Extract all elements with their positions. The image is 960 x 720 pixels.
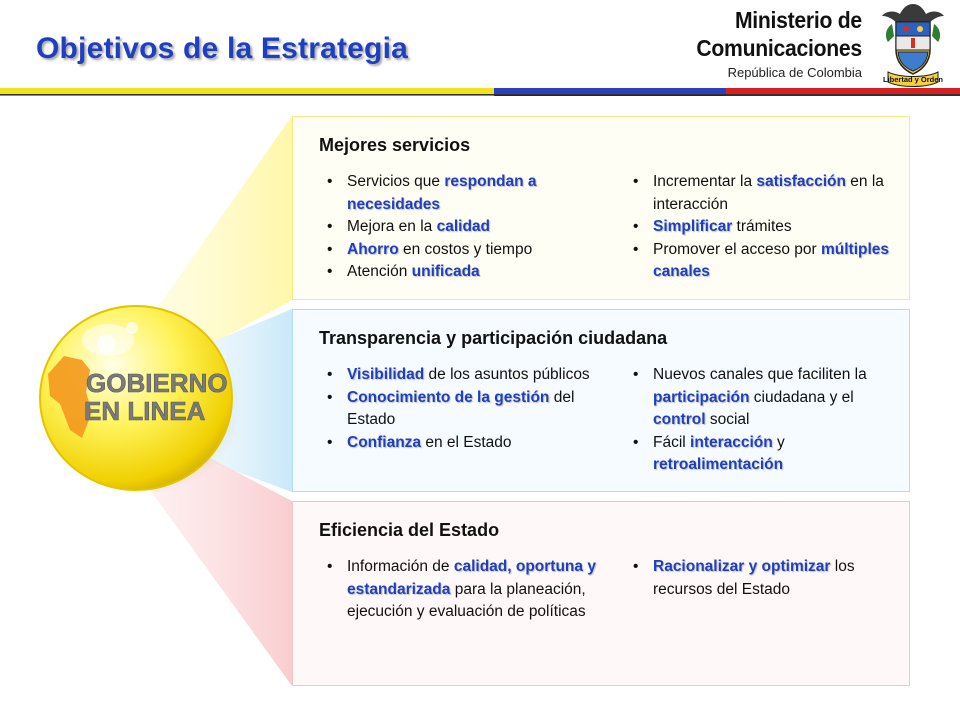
bullet-item [327,432,597,455]
crest-motto: Libertad y Orden [882,75,944,84]
bullet-item [327,216,597,239]
highlighted-text: calidad, oportuna y estandarizada [347,558,596,598]
highlighted-text: respondan a necesidades [347,173,537,213]
highlighted-text: satisfacción [756,173,846,190]
bullet-item [327,364,597,387]
panel-eficiencia [292,501,910,686]
section-list-left [327,364,597,454]
highlighted-text: Simplificar [653,218,733,235]
logo-line-2: EN LINEA [84,396,206,426]
bullet-text: del Estado [347,388,575,428]
bullet-item [327,239,597,262]
bullet-item [633,432,903,477]
bullet-text: de los asuntos públicos [424,366,590,383]
section-title: Transparencia y participación ciudadana [319,328,668,348]
bullet-text: los recursos del Estado [653,558,855,598]
highlighted-text: interacción [690,433,773,451]
bullet-text: en costos y tiempo [398,240,533,258]
logo-line-1: GOBIERNO [86,368,228,398]
highlighted-text: Ahorro [347,240,399,258]
highlighted-text: Conocimiento de la gestión [347,388,550,406]
bullet-item [633,239,903,284]
bullet-item [633,364,903,432]
section-list-left [327,556,597,624]
ministry-line-1: Ministerio de [735,7,862,33]
bullet-item [327,556,597,624]
highlighted-text: calidad [436,218,491,235]
bullet-item [633,216,903,239]
highlighted-text: unificada [411,263,480,280]
bullet-text: para la planeación, ejecución y evaluación de políticas [347,580,586,620]
bullet-text: Fácil [653,433,691,451]
gobierno-en-linea-logo [34,300,244,500]
section-title: Eficiencia del Estado [319,520,500,540]
bullet-text: Nuevos canales que faciliten la [653,366,867,383]
bullet-text: trámites [732,218,792,235]
highlighted-text: Confianza [347,433,422,451]
bullet-text: Incrementar la [653,173,757,190]
country-name: República de Colombia [727,65,862,80]
bullet-text: en el Estado [421,433,512,451]
highlighted-text: Racionalizar y optimizar [653,558,831,575]
section-list-right [633,556,903,601]
panel-mejores-servicios [292,116,910,300]
bullet-text: Atención [347,263,412,280]
bullet-text: social [705,411,750,428]
bullet-item [327,387,597,432]
section-list-left [327,171,597,284]
highlighted-text: control [653,411,706,428]
section-list-right [633,171,903,284]
ministry-line-2: Comunicaciones [696,35,862,61]
bullet-text: en la interacción [653,173,884,213]
section-list-right [633,364,903,477]
bullet-text: y [772,433,785,451]
bullet-item [633,556,903,601]
highlighted-text: múltiples canales [653,240,890,280]
panel-transparencia [292,309,910,492]
bullet-item [327,171,597,216]
bullet-text: Promover el acceso por [653,240,821,258]
highlighted-text: retroalimentación [653,456,784,473]
bullet-item [633,171,903,216]
bullet-item [327,261,597,284]
bullet-text: ciudadana y el [749,388,854,406]
highlighted-text: participación [653,388,750,406]
bullet-text: Información de [347,558,454,575]
bullet-text: Mejora en la [347,218,437,235]
highlighted-text: Visibilidad [347,366,425,383]
bullet-text: Servicios que [347,173,445,190]
section-title: Mejores servicios [319,135,471,155]
page-title: Objetivos de la Estrategia [36,32,408,65]
